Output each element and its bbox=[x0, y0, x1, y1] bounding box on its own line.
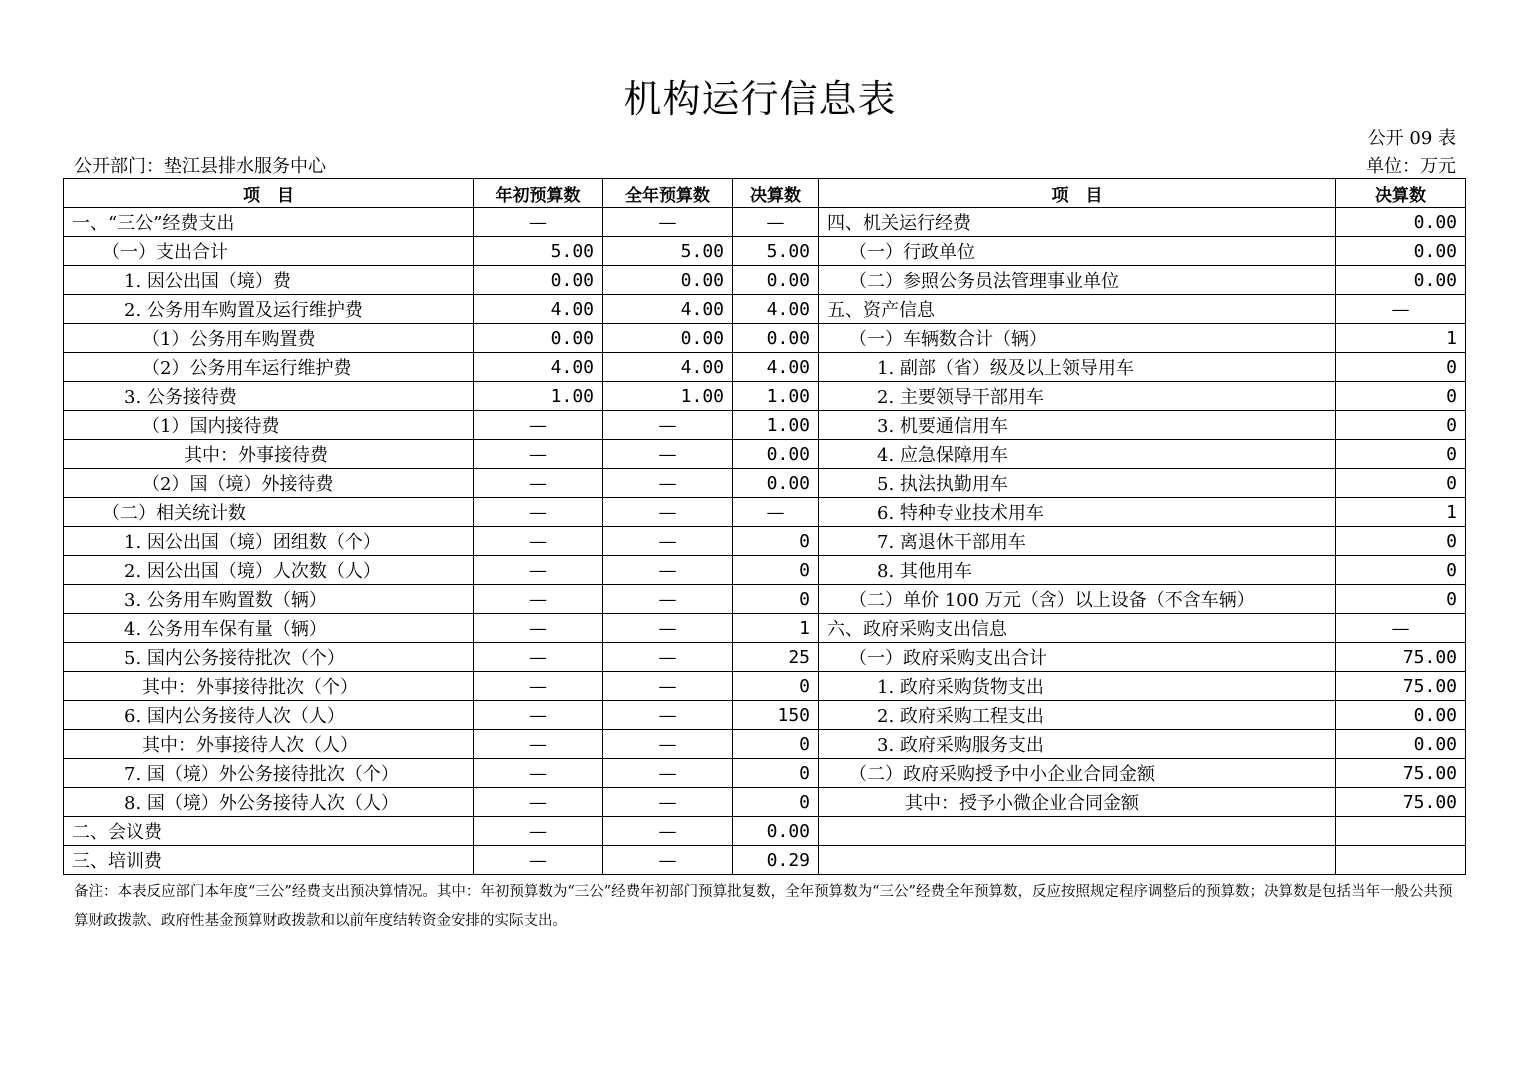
table-row bbox=[64, 237, 1466, 266]
right-item-label bbox=[819, 817, 1336, 846]
final-account-cell: 0.00 bbox=[733, 469, 819, 498]
right-final-cell: 75.00 bbox=[1336, 643, 1466, 672]
annual-budget-cell: — bbox=[603, 440, 733, 469]
department-label: 公开部门：垫江县排水服务中心 bbox=[74, 156, 326, 177]
table-row bbox=[64, 730, 1466, 759]
header-initial-budget: 年初预算数 bbox=[474, 179, 603, 208]
right-item-label: 六、政府采购支出信息 bbox=[819, 614, 1336, 643]
right-item-label: （一）政府采购支出合计 bbox=[819, 643, 1336, 672]
right-final-cell: 0 bbox=[1336, 585, 1466, 614]
annual-budget-cell: 1.00 bbox=[603, 382, 733, 411]
right-item-label: 其中：授予小微企业合同金额 bbox=[819, 788, 1336, 817]
table-row bbox=[64, 469, 1466, 498]
unit-label: 单位：万元 bbox=[1366, 156, 1456, 177]
left-item-label: （1）国内接待费 bbox=[64, 411, 474, 440]
annual-budget-cell: 0.00 bbox=[603, 324, 733, 353]
initial-budget-cell: — bbox=[474, 585, 603, 614]
left-item-label: （一）支出合计 bbox=[64, 237, 474, 266]
table-row bbox=[64, 846, 1466, 875]
right-item-label: 四、机关运行经费 bbox=[819, 208, 1336, 237]
initial-budget-cell: — bbox=[474, 846, 603, 875]
left-item-label: 6. 国内公务接待人次（人） bbox=[64, 701, 474, 730]
table-row bbox=[64, 411, 1466, 440]
initial-budget-cell: 0.00 bbox=[474, 324, 603, 353]
left-item-label: 4. 公务用车保有量（辆） bbox=[64, 614, 474, 643]
table-header-row bbox=[64, 179, 1466, 208]
final-account-cell: 4.00 bbox=[733, 295, 819, 324]
right-item-label: 7. 离退休干部用车 bbox=[819, 527, 1336, 556]
table-row bbox=[64, 614, 1466, 643]
final-account-cell: 0 bbox=[733, 527, 819, 556]
final-account-cell: 0 bbox=[733, 585, 819, 614]
final-account-cell: 0 bbox=[733, 759, 819, 788]
right-final-cell bbox=[1336, 817, 1466, 846]
initial-budget-cell: — bbox=[474, 440, 603, 469]
table-row bbox=[64, 498, 1466, 527]
table-row bbox=[64, 643, 1466, 672]
right-final-cell: 0 bbox=[1336, 440, 1466, 469]
annual-budget-cell: — bbox=[603, 701, 733, 730]
left-item-label: （1）公务用车购置费 bbox=[64, 324, 474, 353]
right-item-label: 6. 特种专业技术用车 bbox=[819, 498, 1336, 527]
initial-budget-cell: — bbox=[474, 411, 603, 440]
right-final-cell bbox=[1336, 846, 1466, 875]
initial-budget-cell: 5.00 bbox=[474, 237, 603, 266]
left-item-label: 三、培训费 bbox=[64, 846, 474, 875]
table-row bbox=[64, 382, 1466, 411]
header-final-account: 决算数 bbox=[733, 179, 819, 208]
annual-budget-cell: — bbox=[603, 614, 733, 643]
right-item-label: 5. 执法执勤用车 bbox=[819, 469, 1336, 498]
left-item-label: （二）相关统计数 bbox=[64, 498, 474, 527]
table-row bbox=[64, 701, 1466, 730]
right-item-label: 8. 其他用车 bbox=[819, 556, 1336, 585]
annual-budget-cell: — bbox=[603, 788, 733, 817]
left-item-label: 其中：外事接待批次（个） bbox=[64, 672, 474, 701]
initial-budget-cell: 1.00 bbox=[474, 382, 603, 411]
left-item-label: 1. 因公出国（境）费 bbox=[64, 266, 474, 295]
right-final-cell: 0.00 bbox=[1336, 701, 1466, 730]
right-final-cell: 0 bbox=[1336, 382, 1466, 411]
annual-budget-cell: — bbox=[603, 846, 733, 875]
form-number: 公开 09 表 bbox=[1367, 128, 1456, 149]
footnote: 备注：本表反应部门本年度“三公”经费支出预决算情况。其中：年初预算数为“三公”经费年初部门预算批复数，全年预算数为“三公”经费全年预算数，反应按照规定程序调整后的预算数；决算数是包括当年一般公共预算财政拨款、政府性基金预算财政拨款和以前年度结转资金安排的实际支出。 bbox=[74, 884, 1453, 929]
table-row bbox=[64, 353, 1466, 382]
final-account-cell: — bbox=[733, 208, 819, 237]
initial-budget-cell: 0.00 bbox=[474, 266, 603, 295]
annual-budget-cell: — bbox=[603, 730, 733, 759]
left-item-label: 8. 国（境）外公务接待人次（人） bbox=[64, 788, 474, 817]
initial-budget-cell: — bbox=[474, 556, 603, 585]
table-row bbox=[64, 266, 1466, 295]
table-row bbox=[64, 759, 1466, 788]
final-account-cell: 150 bbox=[733, 701, 819, 730]
right-final-cell: 1 bbox=[1336, 498, 1466, 527]
left-item-label: 7. 国（境）外公务接待批次（个） bbox=[64, 759, 474, 788]
left-item-label: 二、会议费 bbox=[64, 817, 474, 846]
final-account-cell: 0.00 bbox=[733, 440, 819, 469]
final-account-cell: 0.00 bbox=[733, 817, 819, 846]
right-final-cell: 0 bbox=[1336, 353, 1466, 382]
table-row bbox=[64, 788, 1466, 817]
right-final-cell: 75.00 bbox=[1336, 672, 1466, 701]
right-item-label: （二）政府采购授予中小企业合同金额 bbox=[819, 759, 1336, 788]
header-right-item: 项 目 bbox=[819, 179, 1336, 208]
right-item-label bbox=[819, 846, 1336, 875]
left-item-label: 5. 国内公务接待批次（个） bbox=[64, 643, 474, 672]
final-account-cell: 0 bbox=[733, 730, 819, 759]
right-final-cell: 1 bbox=[1336, 324, 1466, 353]
final-account-cell: 0 bbox=[733, 556, 819, 585]
right-final-cell: 0 bbox=[1336, 556, 1466, 585]
annual-budget-cell: — bbox=[603, 556, 733, 585]
left-item-label: 3. 公务接待费 bbox=[64, 382, 474, 411]
annual-budget-cell: 5.00 bbox=[603, 237, 733, 266]
annual-budget-cell: 4.00 bbox=[603, 295, 733, 324]
table-row bbox=[64, 324, 1466, 353]
final-account-cell: 0.29 bbox=[733, 846, 819, 875]
right-item-label: 2. 政府采购工程支出 bbox=[819, 701, 1336, 730]
final-account-cell: 1 bbox=[733, 614, 819, 643]
left-item-label: 2. 公务用车购置及运行维护费 bbox=[64, 295, 474, 324]
final-account-cell: 25 bbox=[733, 643, 819, 672]
initial-budget-cell: — bbox=[474, 759, 603, 788]
final-account-cell: 0.00 bbox=[733, 324, 819, 353]
right-item-label: 3. 政府采购服务支出 bbox=[819, 730, 1336, 759]
initial-budget-cell: — bbox=[474, 643, 603, 672]
right-final-cell: 0.00 bbox=[1336, 730, 1466, 759]
right-item-label: 1. 副部（省）级及以上领导用车 bbox=[819, 353, 1336, 382]
table-row bbox=[64, 295, 1466, 324]
left-item-label: 3. 公务用车购置数（辆） bbox=[64, 585, 474, 614]
annual-budget-cell: — bbox=[603, 759, 733, 788]
final-account-cell: 1.00 bbox=[733, 411, 819, 440]
right-item-label: 4. 应急保障用车 bbox=[819, 440, 1336, 469]
header-left-item: 项 目 bbox=[64, 179, 474, 208]
initial-budget-cell: — bbox=[474, 208, 603, 237]
annual-budget-cell: — bbox=[603, 208, 733, 237]
right-item-label: （一）行政单位 bbox=[819, 237, 1336, 266]
initial-budget-cell: — bbox=[474, 614, 603, 643]
table-row bbox=[64, 672, 1466, 701]
left-item-label: 一、“三公”经费支出 bbox=[64, 208, 474, 237]
info-table bbox=[63, 178, 1466, 875]
initial-budget-cell: — bbox=[474, 701, 603, 730]
initial-budget-cell: — bbox=[474, 730, 603, 759]
initial-budget-cell: — bbox=[474, 498, 603, 527]
final-account-cell: 0 bbox=[733, 672, 819, 701]
right-final-cell: 0.00 bbox=[1336, 237, 1466, 266]
table-row bbox=[64, 527, 1466, 556]
right-item-label: 1. 政府采购货物支出 bbox=[819, 672, 1336, 701]
table-row bbox=[64, 440, 1466, 469]
annual-budget-cell: 4.00 bbox=[603, 353, 733, 382]
final-account-cell: 5.00 bbox=[733, 237, 819, 266]
header-annual-budget: 全年预算数 bbox=[603, 179, 733, 208]
right-item-label: （二）单价 100 万元（含）以上设备（不含车辆） bbox=[819, 585, 1336, 614]
right-item-label: （二）参照公务员法管理事业单位 bbox=[819, 266, 1336, 295]
annual-budget-cell: 0.00 bbox=[603, 266, 733, 295]
right-final-cell: — bbox=[1336, 614, 1466, 643]
table-row bbox=[64, 208, 1466, 237]
final-account-cell: 0 bbox=[733, 788, 819, 817]
right-item-label: （一）车辆数合计（辆） bbox=[819, 324, 1336, 353]
right-final-cell: 75.00 bbox=[1336, 759, 1466, 788]
initial-budget-cell: — bbox=[474, 469, 603, 498]
final-account-cell: 0.00 bbox=[733, 266, 819, 295]
initial-budget-cell: — bbox=[474, 817, 603, 846]
final-account-cell: — bbox=[733, 498, 819, 527]
annual-budget-cell: — bbox=[603, 498, 733, 527]
initial-budget-cell: 4.00 bbox=[474, 353, 603, 382]
initial-budget-cell: — bbox=[474, 527, 603, 556]
right-final-cell: 0 bbox=[1336, 411, 1466, 440]
right-item-label: 2. 主要领导干部用车 bbox=[819, 382, 1336, 411]
annual-budget-cell: — bbox=[603, 817, 733, 846]
right-item-label: 五、资产信息 bbox=[819, 295, 1336, 324]
annual-budget-cell: — bbox=[603, 585, 733, 614]
final-account-cell: 1.00 bbox=[733, 382, 819, 411]
right-final-cell: 0 bbox=[1336, 527, 1466, 556]
table-row bbox=[64, 585, 1466, 614]
final-account-cell: 4.00 bbox=[733, 353, 819, 382]
left-item-label: 其中：外事接待人次（人） bbox=[64, 730, 474, 759]
header-right-final: 决算数 bbox=[1336, 179, 1466, 208]
left-item-label: 2. 因公出国（境）人次数（人） bbox=[64, 556, 474, 585]
page-title: 机构运行信息表 bbox=[623, 77, 897, 121]
annual-budget-cell: — bbox=[603, 527, 733, 556]
table-row bbox=[64, 556, 1466, 585]
left-item-label: （2）公务用车运行维护费 bbox=[64, 353, 474, 382]
right-final-cell: 0 bbox=[1336, 469, 1466, 498]
left-item-label: 其中：外事接待费 bbox=[64, 440, 474, 469]
right-final-cell: — bbox=[1336, 295, 1466, 324]
annual-budget-cell: — bbox=[603, 469, 733, 498]
right-final-cell: 0.00 bbox=[1336, 208, 1466, 237]
initial-budget-cell: — bbox=[474, 788, 603, 817]
initial-budget-cell: 4.00 bbox=[474, 295, 603, 324]
right-item-label: 3. 机要通信用车 bbox=[819, 411, 1336, 440]
annual-budget-cell: — bbox=[603, 643, 733, 672]
right-final-cell: 0.00 bbox=[1336, 266, 1466, 295]
annual-budget-cell: — bbox=[603, 672, 733, 701]
table-row bbox=[64, 817, 1466, 846]
annual-budget-cell: — bbox=[603, 411, 733, 440]
left-item-label: 1. 因公出国（境）团组数（个） bbox=[64, 527, 474, 556]
left-item-label: （2）国（境）外接待费 bbox=[64, 469, 474, 498]
right-final-cell: 75.00 bbox=[1336, 788, 1466, 817]
initial-budget-cell: — bbox=[474, 672, 603, 701]
